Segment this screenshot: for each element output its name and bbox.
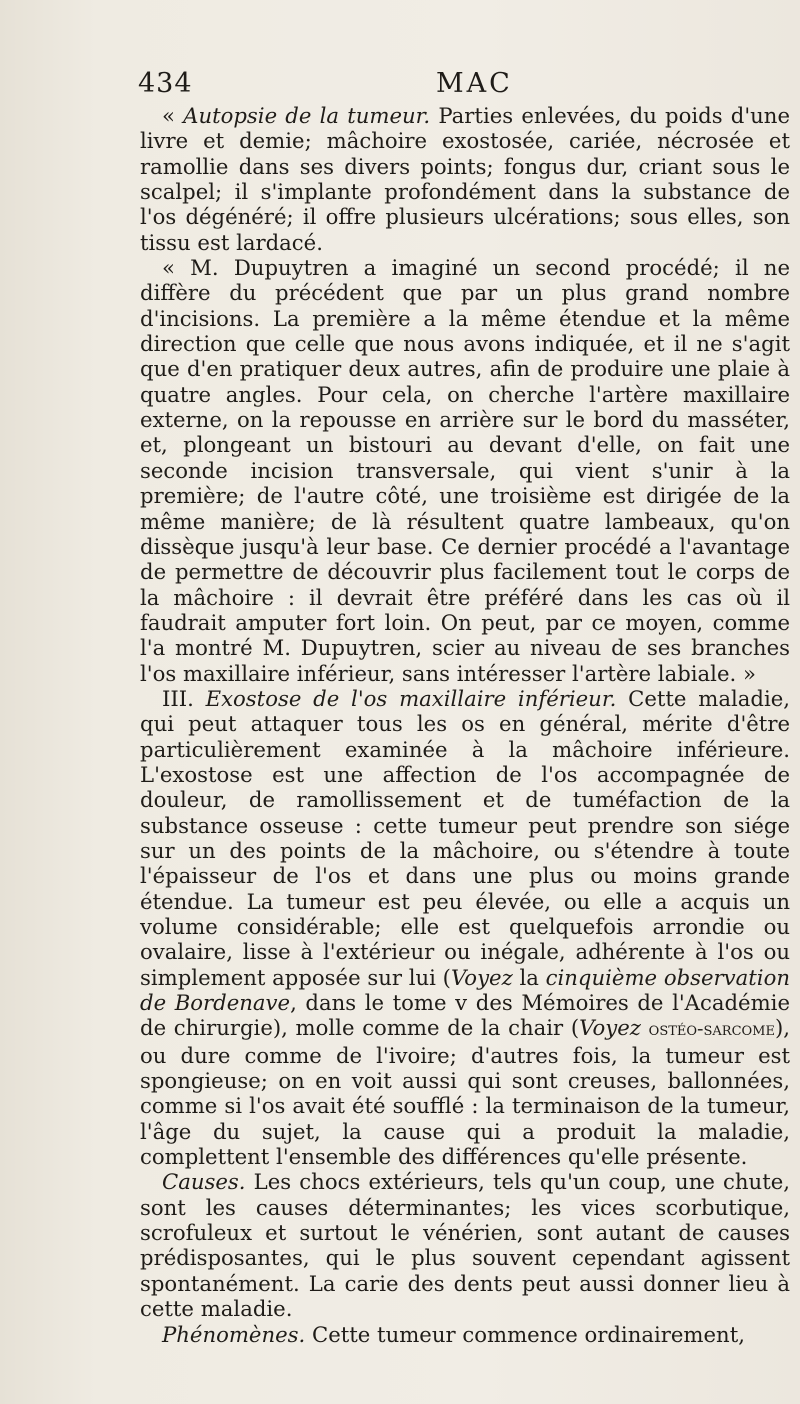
cited-observation: cinquième observation de Bordenave — [140, 964, 790, 1016]
paragraph-autopsie: « Autopsie de la tumeur. Parties enlevées, du poids d'une livre et demie; mâchoire exostosée, cariée, nécrosée et ramollie dans ses divers points; fongus dur, criant sous le scalpel; il s'implante profondément dans la substance de l'os dégénéré; il offre plusieurs ulcérations; sous elles, son tissu est lardacé. — [140, 103, 790, 255]
heading-phenomenes: Phénomènes. — [162, 1321, 306, 1347]
paragraph-phenomenes: Phénomènes. Cette tumeur commence ordinairement, — [162, 1321, 745, 1347]
cross-reference-term: ostéo-sarcome — [648, 1018, 775, 1041]
page-header — [0, 68, 800, 108]
paragraph-causes: Causes. Les chocs extérieurs, tels qu'un coup, une chute, sont les causes déterminantes; les vices scorbutique, scrofuleux et surtout le vénérien, sont autant de causes prédisposantes, qui le plus souvent cependant agissent spontanément. La carie des dents peut aussi donner lieu à cette maladie. — [140, 1169, 790, 1322]
paragraph-exostose: III. Exostose de l'os maxillaire inférieur. Cette maladie, qui peut attaquer tous les os en général, mérite d'être particulièrement examinée à la mâchoire inférieure. L'exostose est une affection de l'os accompagnée de douleur, de ramollissement et de tuméfaction de la substance osseuse : cette tumeur peut prendre son siége sur un des points de la mâchoire, ou s'étendre à toute l'épaisseur de l'os et dans une plus ou moins grande étendue. La tumeur est peu élevée, ou elle a acquis un volume considérable; elle est quelquefois arrondie ou ovalaire, lisse à l'extérieur ou inégale, adhérente à l'os ou simplement apposée sur lui (Voyez la cinquième observation de Bordenave, dans le tome v des Mémoires de l'Académie de chirurgie), molle comme de la chair (Voyez ostéo-sarcome), ou dure comme de l'ivoire; d'autres fois, la tumeur est spongieuse; on en voit aussi qui sont creuses, ballonnées, comme si l'os avait été soufflé : la terminaison de la tumeur, l'âge du sujet, la cause qui a produit la maladie, complettent l'ensemble des différences qu'elle présente. — [140, 685, 790, 1170]
section-title-exostose: Exostose de l'os maxillaire inférieur. — [205, 685, 617, 711]
page-number: 434 — [138, 68, 193, 99]
heading-causes: Causes. — [162, 1169, 246, 1195]
cross-reference-voyez: Voyez — [579, 1015, 641, 1041]
paragraph-procede: « M. Dupuytren a imaginé un second procédé; il ne diffère du précédent que par un plus grand nombre d'incisions. La première a la même étendue et la même direction que celle que nous avons indiquée, et il ne s'agit que d'en pratiquer deux autres, afin de produire une plaie à quatre angles. Pour cela, on cherche l'artère maxillaire externe, on la repousse en arrière sur le bord du masséter, et, plongeant un bistouri au devant d'elle, on fait une seconde incision transversale, qui vient s'unir à la première; de l'autre côté, une troisième est dirigée de la même manière; de là résultent quatre lambeaux, qu'on dissèque jusqu'à leur base. Ce dernier procédé a l'avantage de permettre de découvrir plus facilement tout le corps de la mâchoire : il devrait être préféré dans les cas où il faudrait amputer fort loin. On peut, par ce moyen, comme l'a montré M. Dupuytren, scier au niveau de ses branches l'os maxillaire inférieur, sans intéresser l'artère labiale. » — [140, 255, 790, 686]
cross-reference-voyez: Voyez — [450, 964, 513, 990]
running-head: MAC — [436, 68, 513, 99]
heading-autopsie: Autopsie de la tumeur. — [183, 103, 431, 128]
page-body — [140, 103, 790, 1347]
